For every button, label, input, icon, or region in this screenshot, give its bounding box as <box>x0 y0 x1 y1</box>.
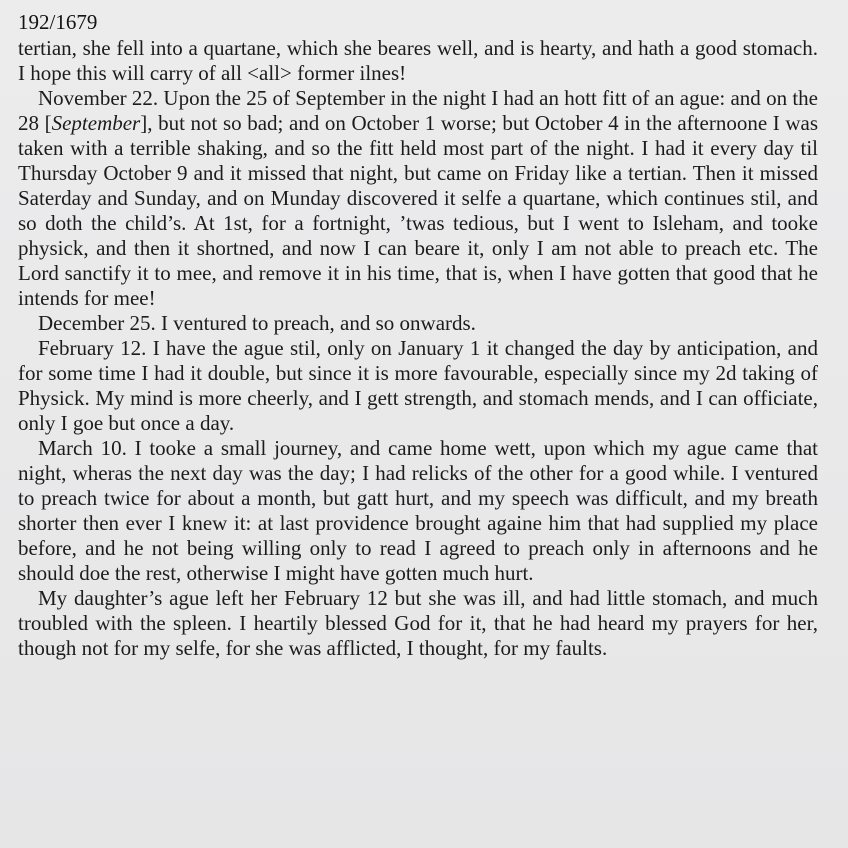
paragraph-november-22 <box>18 86 818 311</box>
paragraph-continuation: tertian, she fell into a quartane, which she beares well, and is hearty, and hath a good stomach. I hope this will carry of all <all> former ilnes! <box>18 36 818 85</box>
paragraph-december-25: December 25. I ventured to preach, and so onwards. <box>38 311 476 335</box>
paragraph-text-before: November 22. Upon the 25 of September in the night I had an hott fitt of an ague: and on the 28 [ <box>18 86 818 135</box>
paragraph-february-12: February 12. I have the ague stil, only on January 1 it changed the day by anticipation, and for some time I had it double, but since it is more favourable, especially since my 2d taking of Physick. My mind is more cheerly, and I gett strength, and stomach mends, and I can officiate, only I goe but once a day. <box>18 336 818 435</box>
paragraph-text-after: ], but not so bad; and on October 1 worse; but October 4 in the afternoone I was taken with a terrible shaking, and so the fitt held most part of the night. I had it every day til Thursday October 9 and it missed that night, but came on Friday like a tertian. Then it missed Saterday and Sunday, and on Munday discovered it selfe a quartane, which continues stil, and so doth the child’s. At 1st, for a fortnight, ’twas tedious, but I went to Isleham, and tooke physick, and then it shortned, and now I can beare it, only I am not able to preach etc. The Lord sanctify it to mee, and remove it in his time, that is, when I have gotten that good that he intends for mee! <box>18 111 818 310</box>
italic-word: September <box>51 111 141 135</box>
page-header: 192/1679 <box>18 10 98 34</box>
paragraph-daughter-ague: My daughter’s ague left her February 12 but she was ill, and had little stomach, and much troubled with the spleen. I heartily blessed God for it, that he had heard my prayers for her, though not for my selfe, for she was afflicted, I thought, for my faults. <box>18 586 818 660</box>
paragraph-march-10: March 10. I tooke a small journey, and came home wett, upon which my ague came that night, wheras the next day was the day; I had relicks of the other for a good while. I ventured to preach twice for about a month, but gatt hurt, and my speech was difficult, and my breath shorter then ever I knew it: at last providence brought againe him that had supplied my place before, and he not being willing only to read I agreed to preach only in afternoons and he should doe the rest, otherwise I might have gotten much hurt. <box>18 436 818 585</box>
